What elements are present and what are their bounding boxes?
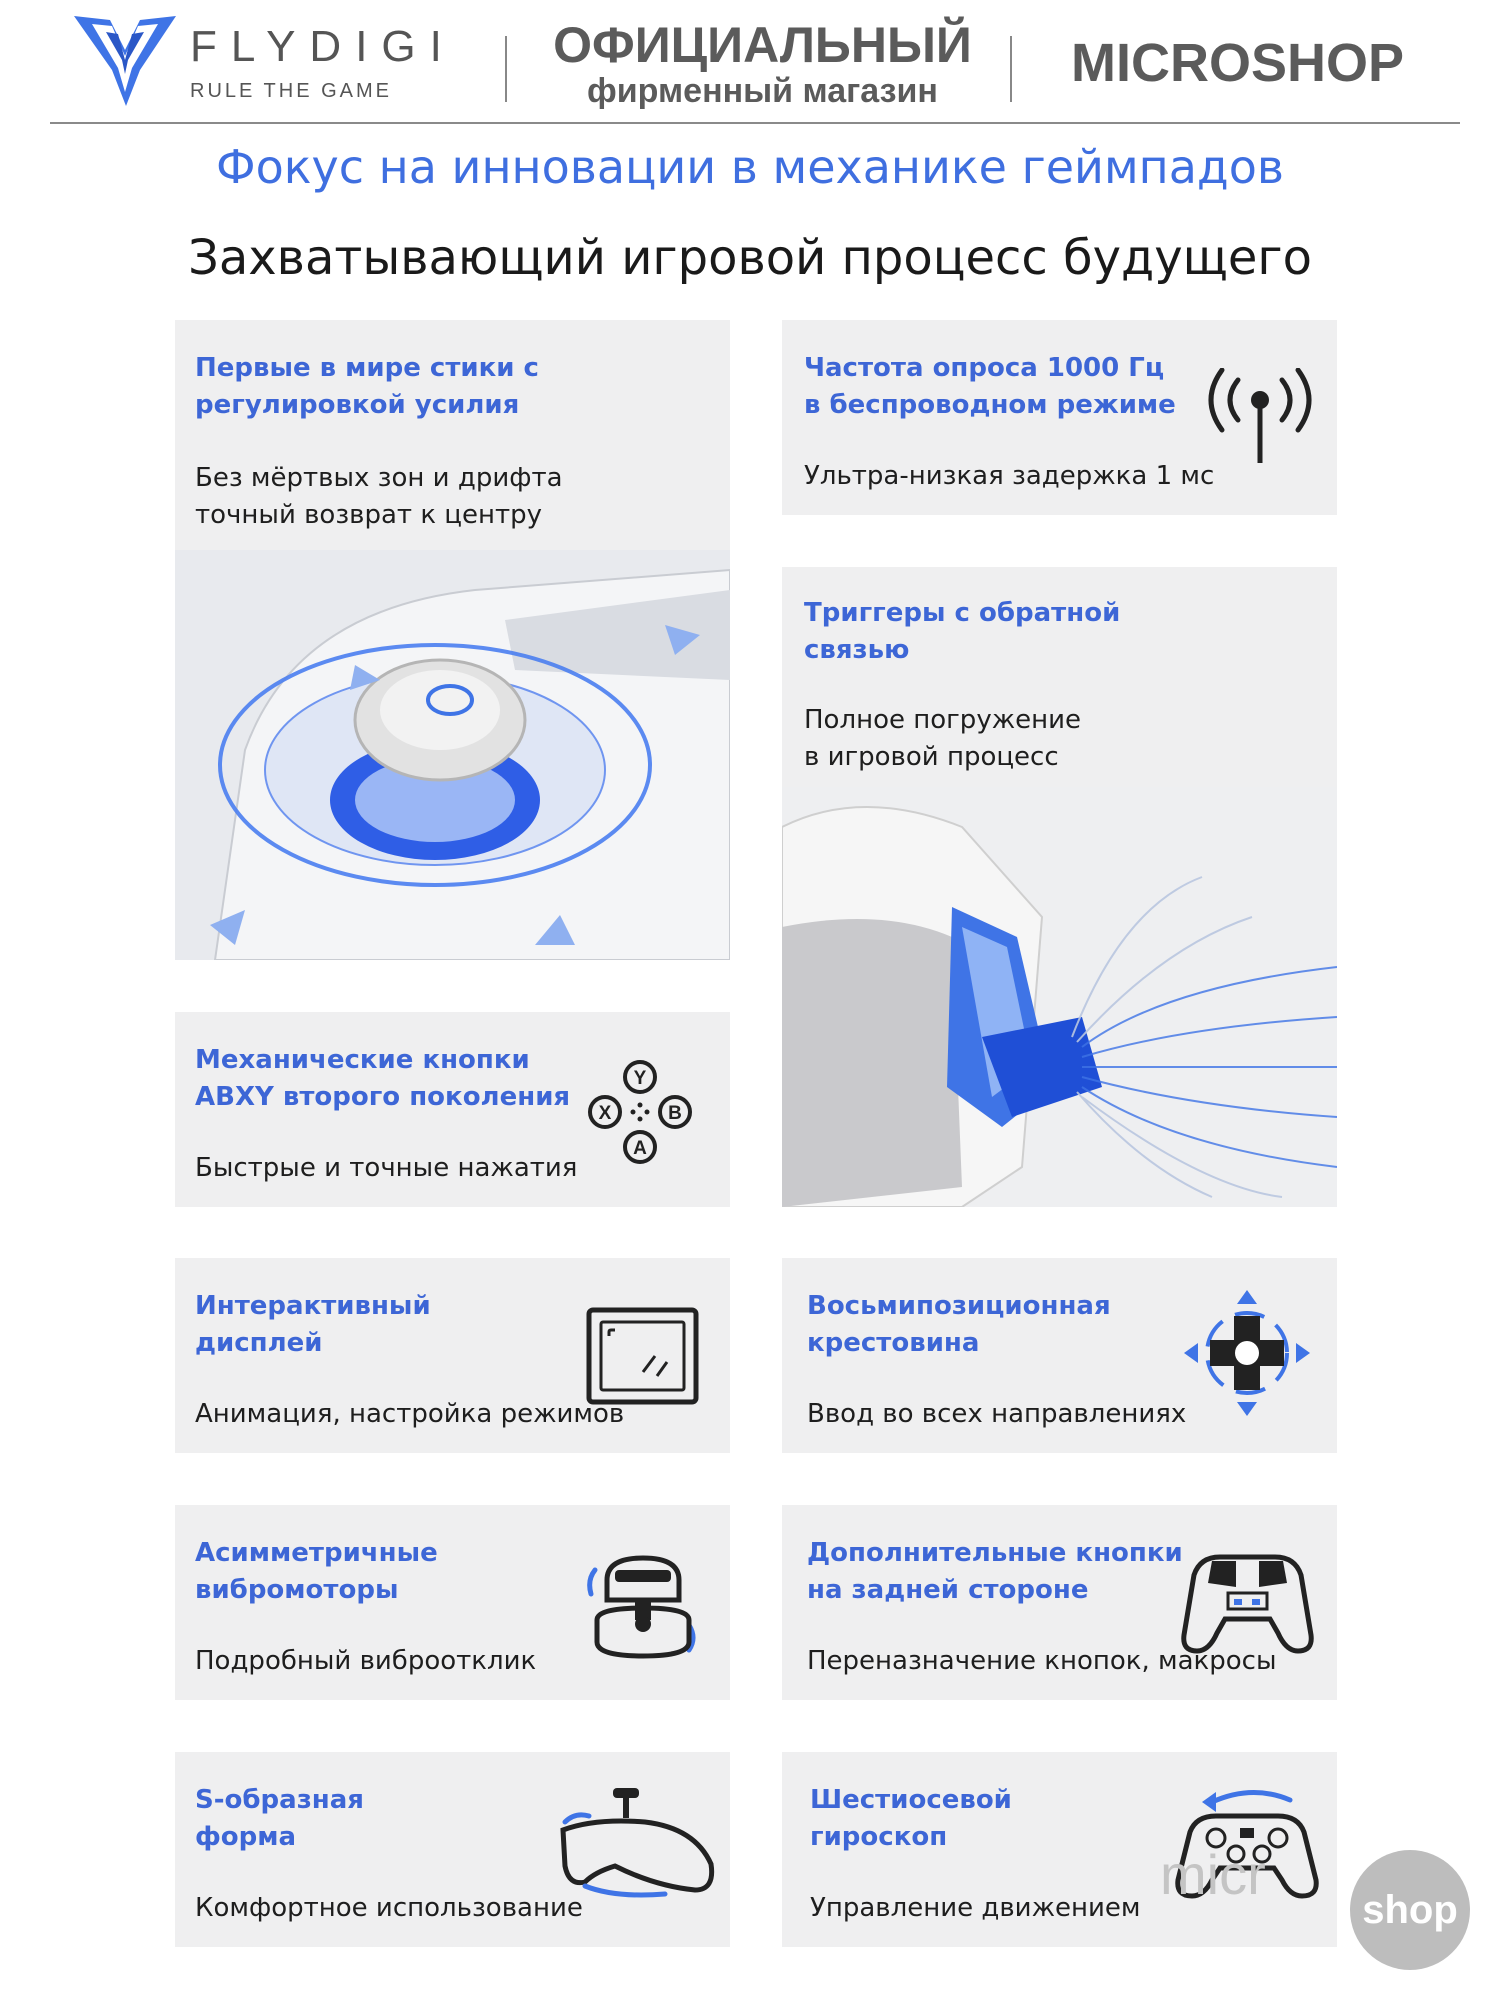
abxy-b-label: B (668, 1103, 682, 1124)
dpad-icon (1182, 1288, 1312, 1418)
abxy-icon (585, 1057, 695, 1167)
antenna-icon (1200, 368, 1320, 468)
card-title: форма (195, 1822, 297, 1852)
feature-card-dpad (782, 1258, 1337, 1453)
card-subtitle: Анимация, настройка режимов (195, 1399, 625, 1429)
card-title: Дополнительные кнопки (807, 1538, 1183, 1568)
controller-shape-icon (555, 1782, 715, 1902)
card-subtitle: Ввод во всех направлениях (807, 1399, 1187, 1429)
header-underline (50, 122, 1460, 124)
feature-card-abxy (175, 1012, 730, 1207)
card-subtitle: точный возврат к центру (195, 500, 543, 530)
card-subtitle: Комфортное использование (195, 1893, 583, 1923)
feature-card-back-buttons (782, 1505, 1337, 1700)
trigger-illustration (782, 787, 1337, 1207)
card-title: дисплей (195, 1328, 323, 1358)
card-title: гироскоп (810, 1822, 948, 1852)
official-store-title: ОФИЦИАЛЬНЫЙ (553, 17, 972, 73)
feature-card-thumbsticks (175, 320, 730, 960)
card-title: Шестиосевой (810, 1785, 1012, 1815)
brand-tagline: RULE THE GAME (190, 80, 392, 102)
feature-card-s-shape (175, 1752, 730, 1947)
card-title: Первые в мире стики с (195, 353, 539, 383)
card-subtitle: Быстрые и точные нажатия (195, 1153, 578, 1183)
page-subtitle: Захватывающий игровой процесс будущего (188, 230, 1312, 286)
display-icon (585, 1306, 700, 1406)
card-subtitle: Полное погружение (804, 705, 1082, 735)
flydigi-logo-icon (70, 10, 180, 110)
store-name: MICROSHOP (1070, 33, 1405, 93)
card-subtitle: Ультра-низкая задержка 1 мс (804, 461, 1215, 491)
brand-name: FLYDIGI (190, 22, 456, 71)
thumbstick-illustration (175, 550, 730, 960)
feature-card-vibration (175, 1505, 730, 1700)
card-title: регулировкой усилия (195, 390, 520, 420)
card-title: Интерактивный (195, 1291, 431, 1321)
feature-card-display (175, 1258, 730, 1453)
abxy-a-label: A (633, 1138, 647, 1159)
watermark-badge-text: shop (1362, 1888, 1458, 1932)
card-subtitle: Управление движением (810, 1893, 1141, 1923)
card-title: S-образная (195, 1785, 364, 1815)
watermark-badge (1350, 1850, 1470, 1970)
abxy-y-label: Y (633, 1068, 647, 1089)
card-title: крестовина (807, 1328, 980, 1358)
card-title: ABXY второго поколения (195, 1082, 571, 1112)
back-buttons-icon (1180, 1547, 1315, 1657)
vibration-motor-icon (585, 1550, 700, 1665)
page-title: Фокус на инновации в механике геймпадов (216, 140, 1284, 194)
card-subtitle: в игровой процесс (804, 742, 1059, 772)
official-store-subtitle: фирменный магазин (587, 72, 938, 110)
card-title: Асимметричные (195, 1538, 438, 1568)
card-subtitle: Подробный виброотклик (195, 1646, 537, 1676)
card-title: Восьмипозиционная (807, 1291, 1111, 1321)
card-title: в беспроводном режиме (804, 390, 1176, 420)
card-title: Механические кнопки (195, 1045, 530, 1075)
watermark-text: micr (1160, 1843, 1266, 1906)
card-title: на задней стороне (807, 1575, 1089, 1605)
card-subtitle: Без мёртвых зон и дрифта (195, 463, 563, 493)
card-subtitle: Переназначение кнопок, макросы (807, 1646, 1277, 1676)
abxy-x-label: X (598, 1103, 612, 1124)
card-title: связью (804, 635, 910, 665)
card-title: вибромоторы (195, 1575, 399, 1605)
feature-card-polling-rate (782, 320, 1337, 515)
card-title: Частота опроса 1000 Гц (804, 353, 1165, 383)
feature-card-triggers (782, 567, 1337, 1207)
header-divider (505, 36, 507, 102)
card-title: Триггеры с обратной (804, 598, 1121, 628)
